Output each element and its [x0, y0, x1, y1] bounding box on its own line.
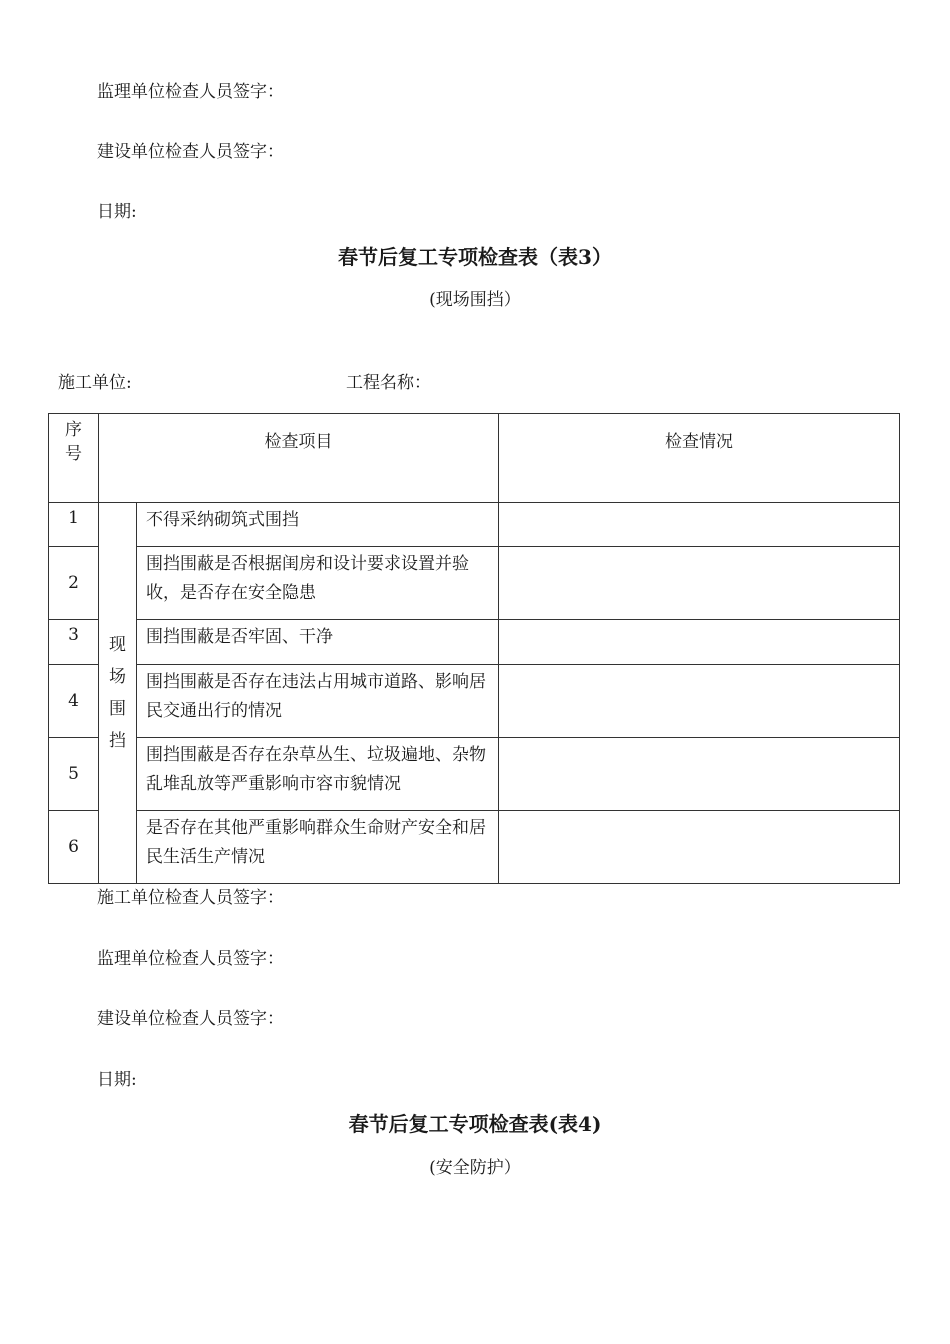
- table-row: [49, 620, 900, 665]
- table-row: [49, 738, 900, 811]
- row-item: 是否存在其他严重影响群众生命财产安全和居民生活生产情况: [137, 811, 499, 884]
- table-row: [49, 503, 900, 547]
- row-item: 围挡围蔽是否存在违法占用城市道路、影响居民交通出行的情况: [137, 665, 499, 738]
- row-status[interactable]: [499, 620, 900, 665]
- table-row: [49, 665, 900, 738]
- form3-subtitle: (现场围挡）: [429, 290, 521, 310]
- row-index: 3: [49, 620, 99, 665]
- owner-signature-label: 建设单位检查人员签字：: [97, 142, 284, 162]
- table-row: [49, 811, 900, 884]
- row-status[interactable]: [499, 811, 900, 884]
- header-item: 检查项目: [99, 414, 499, 503]
- table-header-row: [49, 414, 900, 503]
- owner-signature-label-2: 建设单位检查人员签字：: [97, 1009, 284, 1029]
- row-status[interactable]: [499, 547, 900, 620]
- form4-subtitle: (安全防护）: [429, 1158, 521, 1178]
- row-item: 围挡围蔽是否牢固、干净: [137, 620, 499, 665]
- row-item: 不得采纳砌筑式围挡: [137, 503, 499, 547]
- row-status[interactable]: [499, 665, 900, 738]
- contractor-label: 施工单位:: [58, 373, 132, 393]
- row-index: 1: [49, 503, 99, 547]
- form3-title: 春节后复工专项检查表（表3）: [338, 245, 612, 269]
- row-index: 4: [49, 665, 99, 738]
- header-status: 检查情况: [499, 414, 900, 503]
- date-label: 日期:: [97, 202, 137, 222]
- date-label-2: 日期:: [97, 1070, 137, 1090]
- row-status[interactable]: [499, 738, 900, 811]
- contractor-signature-label: 施工单位检查人员签字：: [97, 888, 284, 908]
- supervision-signature-label-2: 监理单位检查人员签字：: [97, 949, 284, 969]
- supervision-signature-label: 监理单位检查人员签字：: [97, 82, 284, 102]
- project-name-label: 工程名称：: [346, 373, 431, 393]
- row-item: 围挡围蔽是否根据闺房和设计要求设置并验收，是否存在安全隐患: [137, 547, 499, 620]
- table-row: [49, 547, 900, 620]
- form4-title: 春节后复工专项检查表(表4): [348, 1112, 602, 1136]
- row-index: 6: [49, 811, 99, 884]
- row-index: 2: [49, 547, 99, 620]
- row-index: 5: [49, 738, 99, 811]
- inspection-table: [48, 413, 900, 884]
- group-label: 现场围挡: [99, 503, 137, 884]
- row-status[interactable]: [499, 503, 900, 547]
- header-index: 序号: [49, 414, 99, 503]
- row-item: 围挡围蔽是否存在杂草丛生、垃圾遍地、杂物乱堆乱放等严重影响市容市貌情况: [137, 738, 499, 811]
